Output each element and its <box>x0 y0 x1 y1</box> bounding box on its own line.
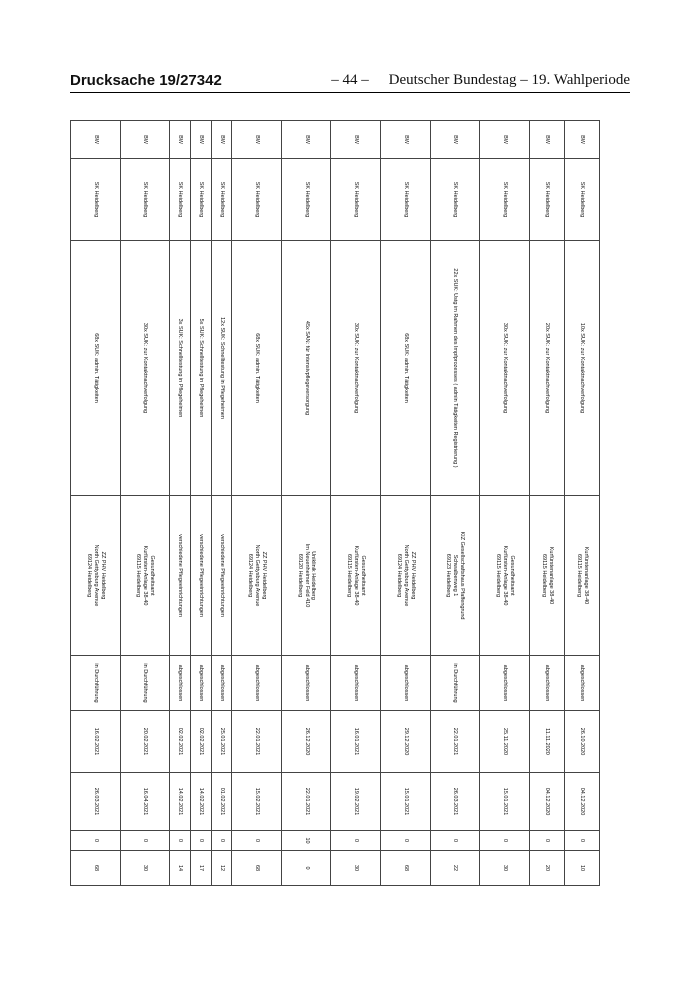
cell-status: abgeschlossen <box>211 656 232 711</box>
cell-n2: 68 <box>232 851 282 886</box>
cell-ende: 04.12.2020 <box>564 773 599 831</box>
cell-line: 69115 Heidelberg <box>135 553 142 597</box>
table-row <box>430 121 480 886</box>
cell-ort <box>564 496 599 656</box>
cell-line: Kurfürsten-Anlage 38-40 <box>142 545 149 606</box>
cell-n2: 30 <box>480 851 530 886</box>
cell-ort <box>480 496 530 656</box>
cell-ende: 22.01.2021 <box>281 773 331 831</box>
cell-land: BW <box>120 121 170 159</box>
cell-massnahme: 30x SUK: zur Kontaktnachverfolgung <box>120 241 170 496</box>
cell-massnahme: 12x SUK: Schnelltestung in Pflegeheimen <box>211 241 232 496</box>
cell-n2: 30 <box>120 851 170 886</box>
cell-n2: 20 <box>529 851 564 886</box>
page-header <box>70 72 630 92</box>
cell-beginn: 02.02.2021 <box>170 711 191 773</box>
cell-land: BW <box>211 121 232 159</box>
cell-line: verschiedene Pflegeeinrichtungen <box>218 534 225 617</box>
cell-land: BW <box>281 121 331 159</box>
cell-line: ZZ PHV Heidelberg <box>99 551 106 600</box>
cell-line: 69124 Heidelberg <box>247 553 254 598</box>
cell-ende: 01.02.2021 <box>211 773 232 831</box>
cell-land: BW <box>71 121 121 159</box>
cell-status: abgeschlossen <box>190 656 211 711</box>
cell-line: Schwalbenweg 1 <box>452 554 459 597</box>
cell-line: Im Neuenheimer Feld 410 <box>303 543 310 608</box>
cell-line: 69123 Heidelberg <box>445 553 452 598</box>
cell-massnahme: 20x SUK: zur Kontaktnachverfolgung <box>529 241 564 496</box>
cell-massnahme: 3x SUK: Schnelltestung in Pflegeheimen <box>170 241 191 496</box>
cell-n2: 68 <box>71 851 121 886</box>
cell-beginn: 25.01.2021 <box>211 711 232 773</box>
cell-n2: 17 <box>190 851 211 886</box>
cell-n1: 0 <box>120 831 170 851</box>
cell-status: abgeschlossen <box>170 656 191 711</box>
cell-line: Kurfürstenanlage 38-40 <box>582 546 589 605</box>
cell-status: in Durchführung <box>430 656 480 711</box>
cell-status: abgeschlossen <box>564 656 599 711</box>
cell-land: BW <box>480 121 530 159</box>
cell-line: North Gettysburg Avenue <box>254 544 261 607</box>
cell-beginn: 02.02.2021 <box>190 711 211 773</box>
cell-stadt: SK Heidelberg <box>430 159 480 241</box>
cell-status: in Durchführung <box>71 656 121 711</box>
cell-line: 69115 Heidelberg <box>495 553 501 597</box>
cell-massnahme: 68x SUK: admin. Tätigkeiten <box>232 241 282 496</box>
page-number: – 44 – <box>331 72 369 88</box>
document-number: Drucksache 19/27342 <box>70 72 222 89</box>
table-row <box>211 121 232 886</box>
cell-status: abgeschlossen <box>232 656 282 711</box>
cell-line: ZZ PHV Heidelberg <box>260 551 267 600</box>
cell-ort <box>120 496 170 656</box>
cell-massnahme: 10x SUK: zur Kontaktnachverfolgung <box>564 241 599 496</box>
cell-n2: 14 <box>170 851 191 886</box>
cell-beginn: 22.01.2021 <box>232 711 282 773</box>
cell-ende: 15.01.2021 <box>381 773 431 831</box>
cell-massnahme: 45x SAN: für Intensivpflegeversorgung <box>281 241 331 496</box>
cell-massnahme: 68x SUK: admin. Tätigkeiten <box>71 241 121 496</box>
table-row <box>190 121 211 886</box>
cell-massnahme: 30x SUK: zur Kontaktnachverfolgung <box>331 241 381 496</box>
cell-land: BW <box>190 121 211 159</box>
cell-stadt: SK Heidelberg <box>170 159 191 241</box>
cell-line: verschiedene Pflegeeinrichtungen <box>198 534 205 617</box>
cell-n1: 0 <box>331 831 381 851</box>
cell-line: Gesundheitsamt <box>360 555 367 596</box>
cell-n1: 0 <box>381 831 431 851</box>
cell-ort <box>232 496 282 656</box>
cell-ort <box>331 496 381 656</box>
cell-stadt: SK Heidelberg <box>564 159 599 241</box>
cell-line: Kurfürsten-Anlage 38-40 <box>501 545 508 606</box>
cell-stadt: SK Heidelberg <box>232 159 282 241</box>
cell-line: Gesundheitsamt <box>149 555 156 596</box>
cell-line: 69115 Heidelberg <box>346 553 353 597</box>
cell-land: BW <box>564 121 599 159</box>
cell-line: 69124 Heidelberg <box>395 553 402 598</box>
cell-land: BW <box>381 121 431 159</box>
cell-n1: 0 <box>190 831 211 851</box>
cell-beginn: 29.12.2020 <box>381 711 431 773</box>
table-container <box>70 120 600 872</box>
cell-land: BW <box>232 121 282 159</box>
cell-stadt: SK Heidelberg <box>71 159 121 241</box>
cell-ort <box>71 496 121 656</box>
cell-massnahme: 5x SUK: Schnelltestung in Pflegeheimen <box>190 241 211 496</box>
cell-line: 69124 Heidelberg <box>85 553 92 598</box>
cell-ort <box>529 496 564 656</box>
cell-line: ZZ PHV Heidelberg <box>409 551 416 600</box>
cell-n2: 22 <box>430 851 480 886</box>
cell-stadt: SK Heidelberg <box>120 159 170 241</box>
cell-stadt: SK Heidelberg <box>190 159 211 241</box>
table-row <box>564 121 599 886</box>
table-row <box>170 121 191 886</box>
table-row <box>281 121 331 886</box>
cell-n1: 0 <box>564 831 599 851</box>
cell-massnahme: 68x SUK: admin. Tätigkeiten <box>381 241 431 496</box>
cell-ende: 26.03.2021 <box>71 773 121 831</box>
table-row <box>232 121 282 886</box>
cell-line: 69115 Heidelberg <box>540 553 547 597</box>
cell-ende: 16.04.2021 <box>120 773 170 831</box>
table-row <box>480 121 530 886</box>
cell-line: North Gettysburg Avenue <box>92 544 99 607</box>
cell-status: abgeschlossen <box>529 656 564 711</box>
cell-beginn: 20.02.2021 <box>120 711 170 773</box>
cell-line: Kurfürstenanlage 38-40 <box>547 546 554 605</box>
cell-n2: 68 <box>381 851 431 886</box>
cell-stadt: SK Heidelberg <box>381 159 431 241</box>
table-row <box>529 121 564 886</box>
deployment-table <box>70 120 600 886</box>
cell-line: 69115 Heidelberg <box>575 553 582 597</box>
cell-line: North Gettysburg Avenue <box>402 544 409 607</box>
cell-status: abgeschlossen <box>281 656 331 711</box>
cell-beginn: 22.01.2021 <box>430 711 480 773</box>
cell-ort <box>190 496 211 656</box>
cell-status: abgeschlossen <box>381 656 431 711</box>
cell-ende: 04.12.2020 <box>529 773 564 831</box>
cell-status: abgeschlossen <box>331 656 381 711</box>
cell-stadt: SK Heidelberg <box>281 159 331 241</box>
cell-massnahme: 30x SUK: zur Kontaktnachverfolgung <box>480 241 530 496</box>
cell-n1: 0 <box>529 831 564 851</box>
table-row <box>120 121 170 886</box>
cell-ende: 26.03.2021 <box>430 773 480 831</box>
cell-n2: 12 <box>211 851 232 886</box>
cell-land: BW <box>331 121 381 159</box>
cell-ort <box>430 496 480 656</box>
cell-line: Kurfürsten-Anlage 38-40 <box>353 545 360 606</box>
cell-ort <box>381 496 431 656</box>
cell-n2: 0 <box>281 851 331 886</box>
cell-stadt: SK Heidelberg <box>331 159 381 241</box>
cell-beginn: 26.12.2020 <box>281 711 331 773</box>
parliament-label: Deutscher Bundestag – 19. Wahlperiode <box>388 72 630 88</box>
cell-status: abgeschlossen <box>480 656 530 711</box>
cell-ende: 14.02.2021 <box>170 773 191 831</box>
cell-ende: 15.02.2021 <box>232 773 282 831</box>
cell-ende: 15.01.2021 <box>480 773 530 831</box>
cell-ende: 14.02.2021 <box>190 773 211 831</box>
cell-beginn: 25.11.2020 <box>480 711 530 773</box>
cell-ort <box>281 496 331 656</box>
table-row <box>71 121 121 886</box>
cell-n1: 0 <box>71 831 121 851</box>
cell-n1: 0 <box>170 831 191 851</box>
header-rule <box>70 92 630 93</box>
cell-ort <box>170 496 191 656</box>
cell-ende: 19.02.2021 <box>331 773 381 831</box>
cell-n2: 10 <box>564 851 599 886</box>
cell-n1: 0 <box>232 831 282 851</box>
cell-beginn: 11.11.2020 <box>529 711 564 773</box>
cell-status: in Durchführung <box>120 656 170 711</box>
cell-land: BW <box>170 121 191 159</box>
table-row <box>381 121 431 886</box>
cell-beginn: 16.02.2021 <box>71 711 121 773</box>
cell-n1: 10 <box>281 831 331 851</box>
cell-line: 69120 Heidelberg <box>296 553 303 598</box>
cell-n1: 0 <box>211 831 232 851</box>
cell-line: Uniklinik Heidelberg <box>310 551 317 600</box>
cell-massnahme: 22x SUK: Ustg im Rahmen des Impfprozesses ( admin Tätigkeiten Registrierung ) <box>430 241 480 496</box>
table-row <box>331 121 381 886</box>
cell-beginn: 26.10.2020 <box>564 711 599 773</box>
cell-land: BW <box>529 121 564 159</box>
cell-line: Gesundheitsamt <box>508 555 515 596</box>
cell-beginn: 16.01.2021 <box>331 711 381 773</box>
cell-n2: 30 <box>331 851 381 886</box>
cell-n1: 0 <box>480 831 530 851</box>
cell-n1: 0 <box>430 831 480 851</box>
cell-stadt: SK Heidelberg <box>211 159 232 241</box>
cell-stadt: SK Heidelberg <box>529 159 564 241</box>
cell-line: KIZ Gesellschaftshaus Pfaffengrund <box>459 531 466 620</box>
cell-stadt: SK Heidelberg <box>480 159 530 241</box>
cell-land: BW <box>430 121 480 159</box>
cell-ort <box>211 496 232 656</box>
cell-line: verschiedene Pflegeeinrichtungen <box>177 534 184 617</box>
